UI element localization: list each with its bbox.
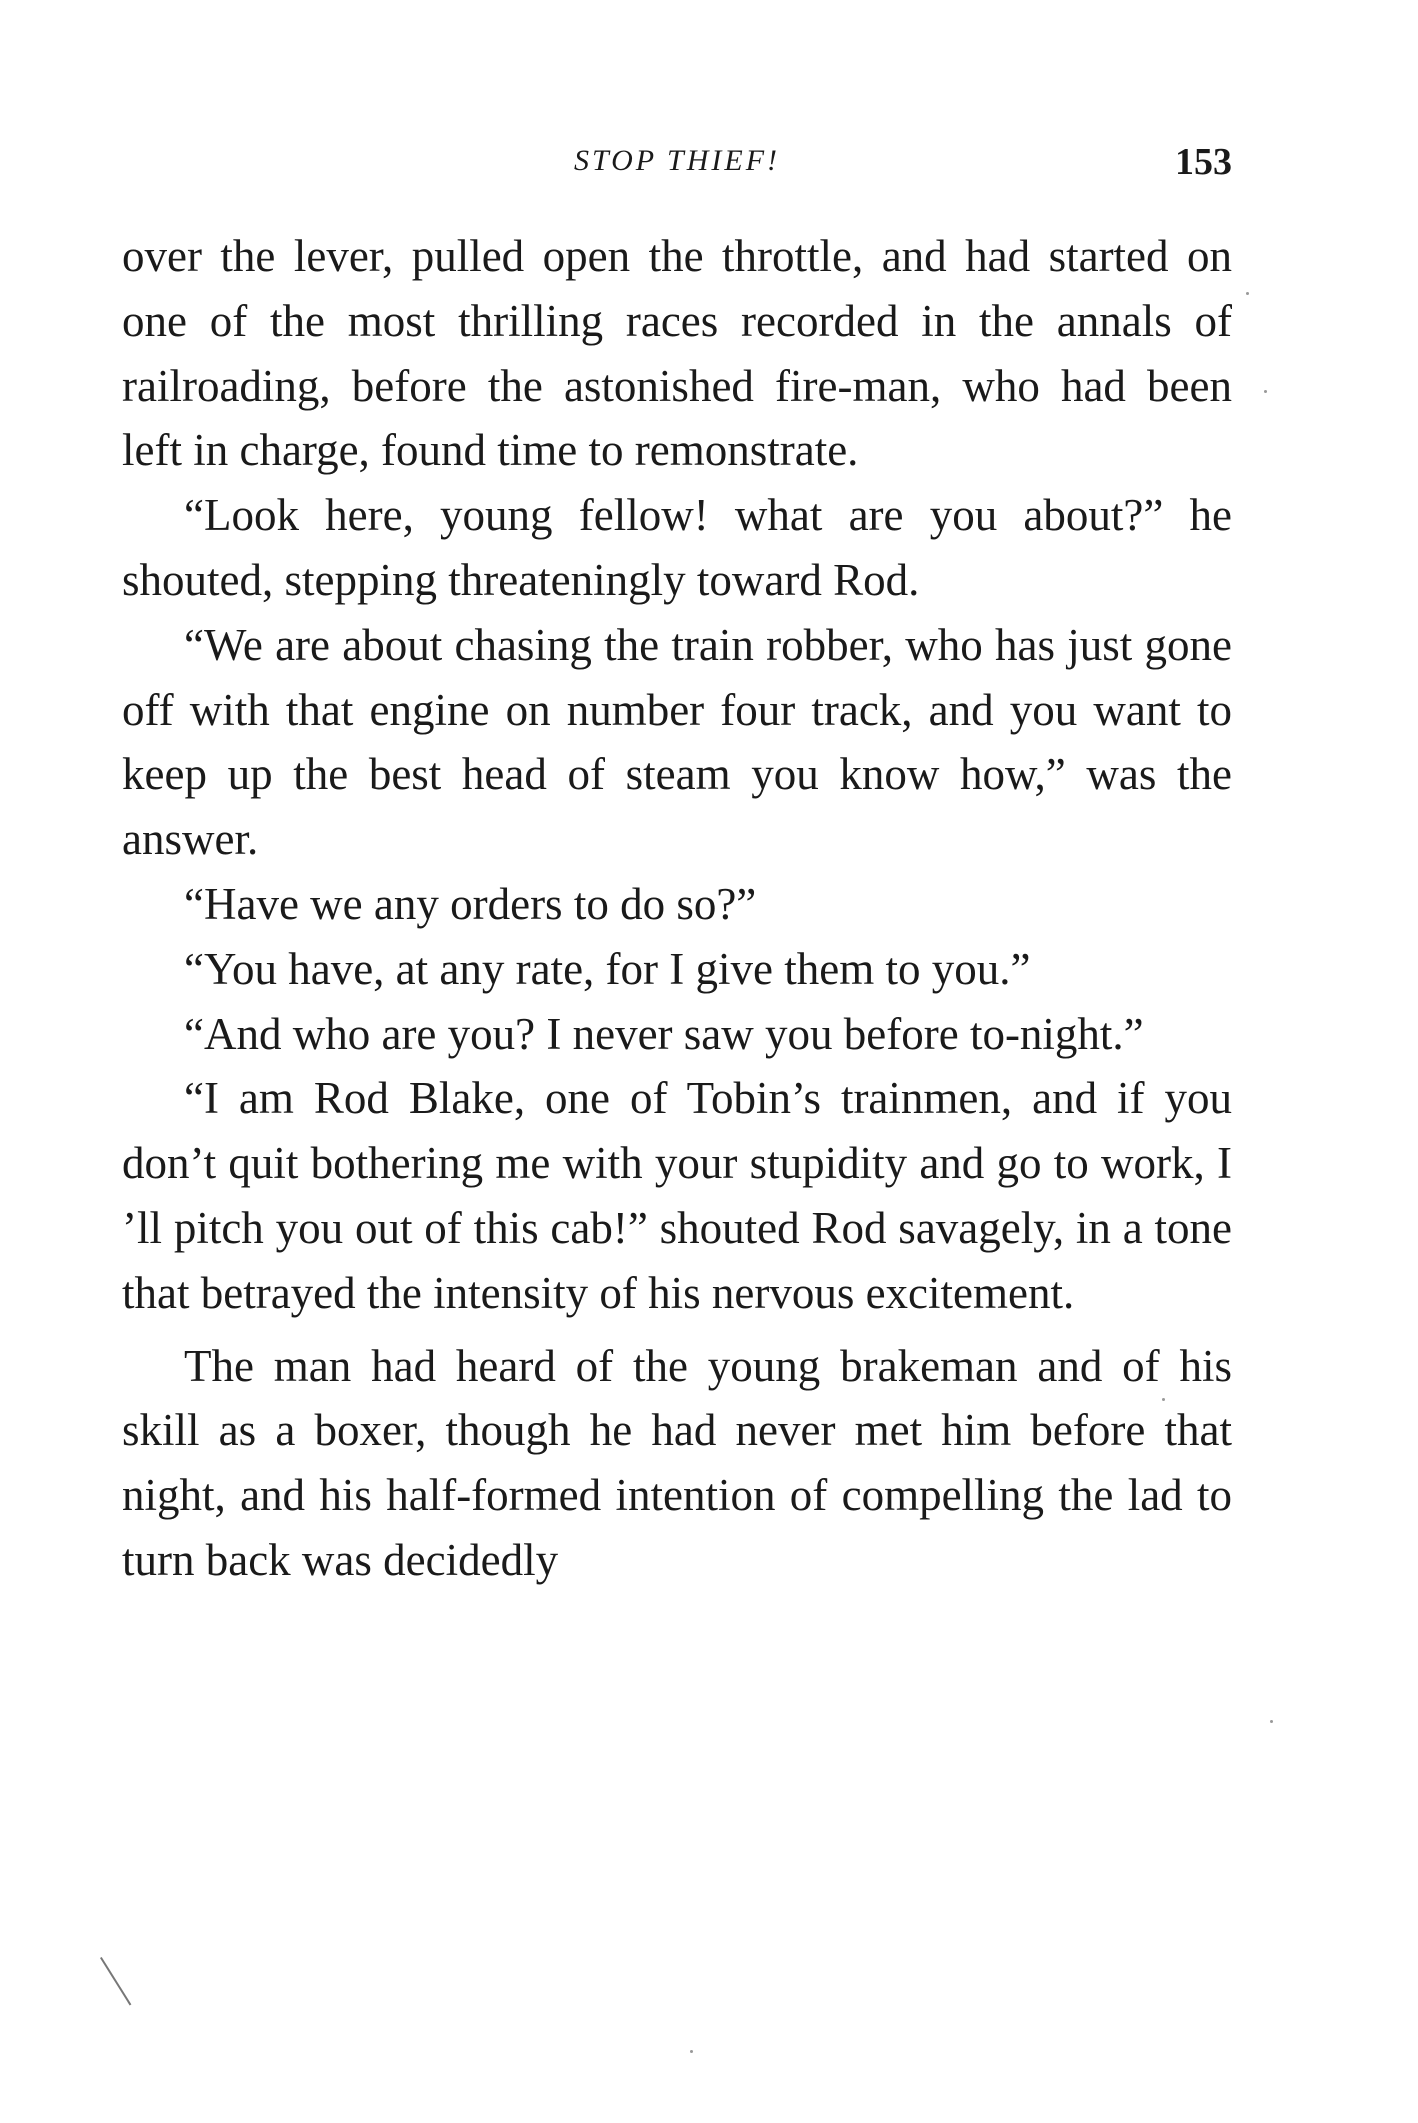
pencil-mark (100, 1957, 131, 2006)
paragraph: “Have we any orders to do so?” (184, 878, 757, 929)
page-number: 153 (1175, 141, 1232, 183)
paragraph: The man had heard of the young brakeman and of his skill as a boxer, though he had never met him before that night, and his half-formed intention of compelling the lad to turn back was decidedly (122, 1340, 1232, 1585)
running-title: STOP THIEF! (573, 144, 781, 177)
paragraph: “You have, at any rate, for I give them to you.” (184, 943, 1031, 994)
running-head (122, 140, 1232, 190)
paper-speck (1264, 390, 1267, 393)
paragraph: “And who are you? I never saw you before to-night.” (184, 1008, 1144, 1059)
paragraph: “I am Rod Blake, one of Tobin’s trainmen, and if you don’t quit bothering me with your stupidity and go to work, I ’ll pitch you out of this cab!” shouted Rod savagely, in a tone that betrayed the intensity of his nervous excitement. (122, 1073, 1232, 1318)
paragraph: “We are about chasing the train robber, who has just gone off with that engine on number four track, and you want to keep up the best head of steam you know how,” was the answer. (122, 619, 1232, 865)
paper-speck (690, 2050, 693, 2053)
paper-speck (1270, 1720, 1273, 1723)
paper-speck (1246, 292, 1249, 295)
paragraph: over the lever, pulled open the throttle, and had started on one of the most thrilling races recorded in the annals of railroading, before the astonished fire-man, who had been left in charge, found time to remonstrate. (122, 231, 1232, 476)
body-text (122, 224, 1232, 1593)
paragraph: “Look here, young fellow! what are you about?” he shouted, stepping threateningly toward Rod. (122, 490, 1232, 605)
paper-speck (1162, 1398, 1165, 1401)
